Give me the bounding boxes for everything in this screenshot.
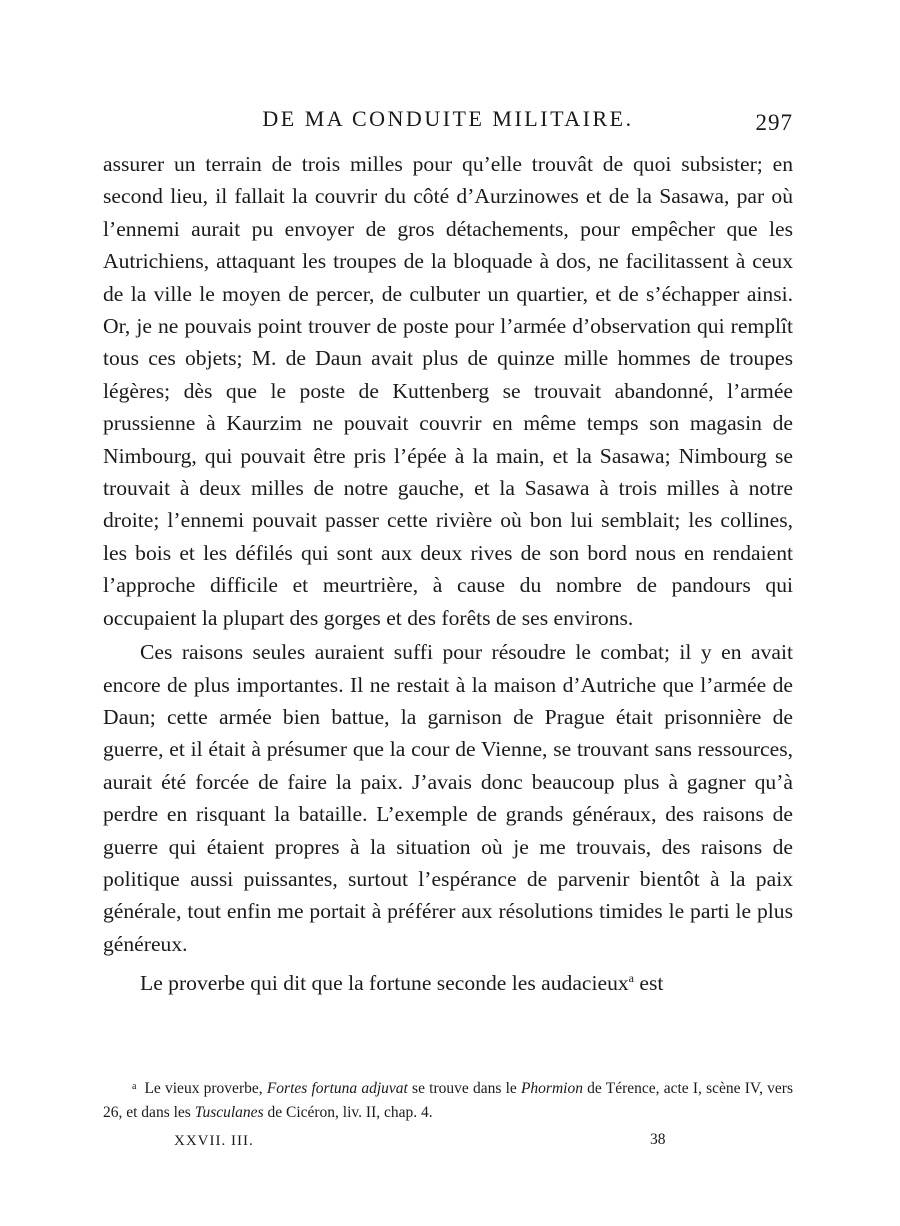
folio-number: 38: [650, 1131, 666, 1148]
running-title: DE MA CONDUITE MILITAIRE.: [262, 106, 634, 131]
running-head: [103, 106, 793, 140]
footnote-text-4: de Cicéron, liv. II, chap. 4.: [263, 1103, 433, 1121]
paragraph-3-end: est: [634, 971, 664, 996]
footnote-text-3: de Térence, acte I, scène IV, vers 26, et dans les: [103, 1080, 793, 1121]
footnote-mark: a: [132, 1081, 137, 1092]
footnote-text-1: Le vieux proverbe,: [144, 1080, 267, 1097]
paragraph-2: Ces raisons seules auraient suffi pour résoudre le combat; il y en avait encore de plus importantes. Il ne restait à la maison d’Autriche que l’armée de Daun; cette armée bien battue, la garnison de Prague était prisonnière de guerre, et il était à présumer que la cour de Vienne, se trouvant sans ressources, aurait été forcée de faire la paix. J’avais donc beaucoup plus à gagner qu’à perdre en risquant la bataille. L’exemple de grands généraux, des raisons de guerre qui étaient propres à la situation où je me trouvais, des raisons de politique aussi puissantes, surtout l’espérance de parvenir bientôt à la paix générale, tout enfin me portait à préférer aux résolutions timides le parti le plus généreux.: [103, 640, 793, 956]
body-text: [103, 148, 793, 1000]
signature-mark: XXVII. III.: [174, 1133, 254, 1149]
footnote-title-tusculanes: Tusculanes: [194, 1103, 264, 1121]
paragraph-1: assurer un terrain de trois milles pour qu’elle trouvât de quoi subsister; en second lieu, il fallait la couvrir du côté d’Aurzinowes et de la Sasawa, par où l’ennemi aurait pu envoyer de gros détachements, pour empêcher que les Autrichiens, attaquant les troupes de la bloquade à dos, ne facilitassent à ceux de la ville le moyen de percer, de culbuter un quartier, et de s’échapper ainsi. Or, je ne pouvais point trouver de poste pour l’armée d’observation qui remplît tous ces objets; M. de Daun avait plus de quinze mille hommes de troupes légères; dès que le poste de Kuttenberg se trouvait abandonné, l’armée prussienne à Kaurzim ne pouvait couvrir en même temps son magasin de Nimbourg, qui pouvait être pris l’épée à la main, et la Sasawa; Nimbourg se trouvait à deux milles de notre gauche, et la Sasawa à trois milles à notre droite; l’ennemi pouvait passer cette rivière où bon lui semblait; les collines, les bois et les défilés qui sont aux deux rives de son bord nous en rendaient l’approche difficile et meurtrière, à cause du nombre de pandours qui occupaient la plupart des gorges et des forêts de ses environs.: [103, 152, 793, 630]
footnote: [103, 1075, 793, 1124]
paragraph-3-text: Le proverbe qui dit que la fortune seconde les audacieux: [140, 971, 629, 996]
paragraph-3: [103, 962, 793, 999]
footnote-text-2: se trouve dans le: [407, 1080, 521, 1097]
footnote-title-phormion: Phormion: [520, 1080, 583, 1097]
page-number: 297: [755, 110, 793, 135]
footnote-reference: a: [628, 971, 634, 986]
footnote-title-proverb: Fortes fortuna adjuvat: [266, 1080, 408, 1097]
